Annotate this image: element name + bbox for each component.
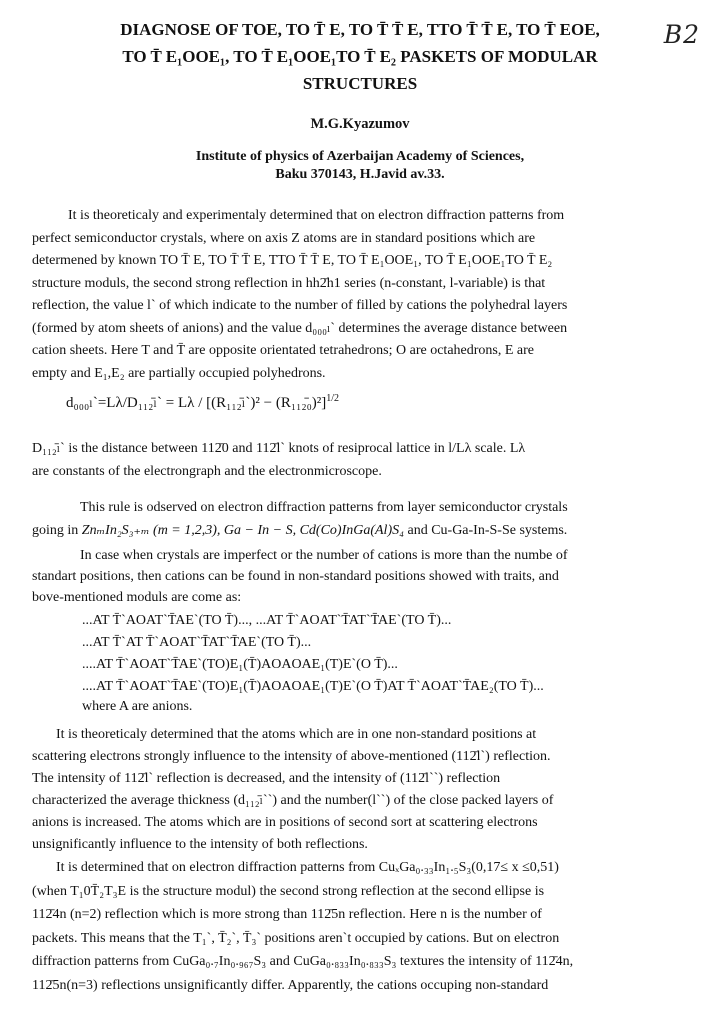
paragraph-line: bove-mentioned moduls are come as: (32, 590, 242, 605)
paragraph-line: anions is increased. The atoms which are in positions of second sort at scattering electrons (32, 815, 538, 830)
paragraph-line: packets. This means that the T₁`, T̄₂`, T̄₃` positions aren`t occupied by cations. But on electron (32, 930, 560, 946)
formula-exponent: 1/2 (326, 393, 340, 404)
module-note: where A are anions. (82, 699, 193, 714)
paragraph-line: are constants of the electrongraph and the electronmicroscope. (32, 463, 382, 479)
paragraph-line: diffraction patterns from CuGa₀.₇In₀.₉₆₇S₃ and CuGa₀.₈₃₃In₀.₈₃₃S₃ textures the intensity of 112̄4n, (32, 954, 574, 969)
affiliation-line-2: Baku 370143, H.Javid av.33. (275, 167, 445, 182)
paragraph-2 (32, 438, 688, 483)
paragraph-line: (when T₁0T̄₂T₃E is the structure modul) the second strong reflection at the second ellipse is (32, 883, 545, 899)
module-sequence: ...AT T̄`AOAT`T̄AE`(TO T̄)..., ...AT T̄`AOAT`T̄AT`T̄AE`(TO T̄)... (82, 613, 452, 628)
paragraph-line: The intensity of 112̄l` reflection is decreased, and the intensity of (112̄l``) reflection (32, 771, 501, 786)
paragraph-line: reflection, the value l` of which indicate to the number of filled by cations the polyhedral layers (32, 298, 568, 313)
paragraph-line (32, 520, 688, 543)
paragraph-3 (32, 497, 688, 542)
affiliation-line-1: Institute of physics of Azerbaijan Academy of Sciences, (195, 149, 525, 164)
formula-expression: d₀₀₀ₗ`=Lλ/D₁₁₂̄ₗ` = Lλ / [(R₁₁₂̄ₗ`)² − (R₁₁₂̄₀)²] (66, 395, 327, 411)
inline-formula: ZnₘIn₂S₃₊ₘ (m = 1,2,3), Ga − In − S, Cd(Co)InGa(Al)S₄ (81, 522, 404, 538)
affiliation (0, 148, 720, 184)
paragraph-line: 112̄4n (n=2) reflection which is more strong than 112̄5n reflection. Here n is the number of (32, 907, 542, 922)
module-list (82, 610, 544, 716)
module-sequence: ...AT T̄`AT T̄`AOAT`T̄AT`T̄AE`(TO T̄)... (82, 635, 312, 650)
paragraph-line: structure moduls, the second strong reflection in hh2̄h1 series (n-constant, l-variable) is that (32, 275, 546, 291)
paragraph-line: This rule is odserved on electron diffraction patterns from layer semiconductor crystals (80, 500, 568, 515)
paragraph-line: empty and E₁,E₂ are partially occupied polyhedrons. (32, 365, 326, 381)
paragraph-line: unsignificantly influence to the intensity of both reflections. (32, 837, 368, 852)
paragraph-line: 112̄5n(n=3) reflections unsignificantly differ. Apparently, the cations occuping non-standard (32, 977, 549, 993)
paragraph-line: determened by known TO T̄ E, TO T̄ T̄ E, TTO T̄ T̄ E, TO T̄ E₁OOE₁, TO T̄ E₁OOE₁TO T̄ E₂ (32, 253, 553, 268)
title-line-1: DIAGNOSE OF TOE, TO T̄ E, TO T̄ T̄ E, TTO T̄ T̄ E, TO T̄ EOE, (120, 20, 600, 39)
paragraph-line: It is theoreticaly and experimentaly determined that on electron diffraction patterns from (68, 208, 565, 223)
module-sequence: ....AT T̄`AOAT`T̄AE`(TO)E₁(T̄)AOAOAE₁(T)E`(O T̄)... (82, 657, 398, 672)
paragraph-line: (formed by atom sheets of anions) and the value d₀₀₀ₗ` determines the average distance between (32, 320, 568, 336)
paragraph-line: perfect semiconductor crystals, where on axis Z atoms are in standard positions which are (32, 230, 536, 246)
handwritten-page-mark: B2 (663, 20, 700, 49)
author-name: M.G.Kyazumov (310, 116, 410, 132)
paragraph-line: scattering electrons strongly influence to the intensity of above-mentioned (112̄l`) reflection. (32, 749, 551, 764)
title-line-3: STRUCTURES (302, 74, 418, 93)
paragraph-line: In case when crystals are imperfect or the number of cations is more than the numbe of (80, 548, 568, 563)
paragraph-5 (32, 724, 688, 856)
paragraph-line: It is theoreticaly determined that the atoms which are in one non-standard positions at (56, 727, 537, 742)
paragraph-line: cation sheets. Here T and T̄ are opposite orientated tetrahedrons; O are octahedrons, E are (32, 343, 534, 358)
paragraph-1 (32, 205, 688, 385)
inline-text: and Cu-Ga-In-S-Se systems. (407, 522, 568, 538)
paragraph-line: characterized the average thickness (d₁₁₂̄ₗ``) and the number(l``) of the close packed layers of (32, 793, 554, 808)
paragraph-line: It is determined that on electron diffraction patterns from CuₓGa₀.₃₃In₁.₅S₃(0,17≤ x ≤0,51) (56, 860, 559, 875)
title-line-2: TO T̄ E₁OOE₁, TO T̄ E₁OOE₁TO T̄ E₂ PASKETS OF MODULAR (122, 47, 598, 66)
paragraph-6 (32, 856, 688, 997)
paragraph-4 (32, 545, 688, 608)
distance-formula (66, 393, 339, 412)
module-sequence: ....AT T̄`AOAT`T̄AE`(TO)E₁(T̄)AOAOAE₁(T)E`(O T̄)AT T̄`AOAT`T̄AE₂(TO T̄)... (82, 679, 544, 694)
inline-text: going in (32, 522, 79, 538)
paragraph-line: standart positions, then cations can be found in non-standard positions showed with traits, and (32, 569, 559, 584)
paper-title (70, 16, 650, 97)
paragraph-line: D₁₁₂̄ₗ` is the distance between 112̄0 and 112̄l` knots of resiprocal lattice in l/Lλ scale. Lλ (32, 441, 526, 456)
